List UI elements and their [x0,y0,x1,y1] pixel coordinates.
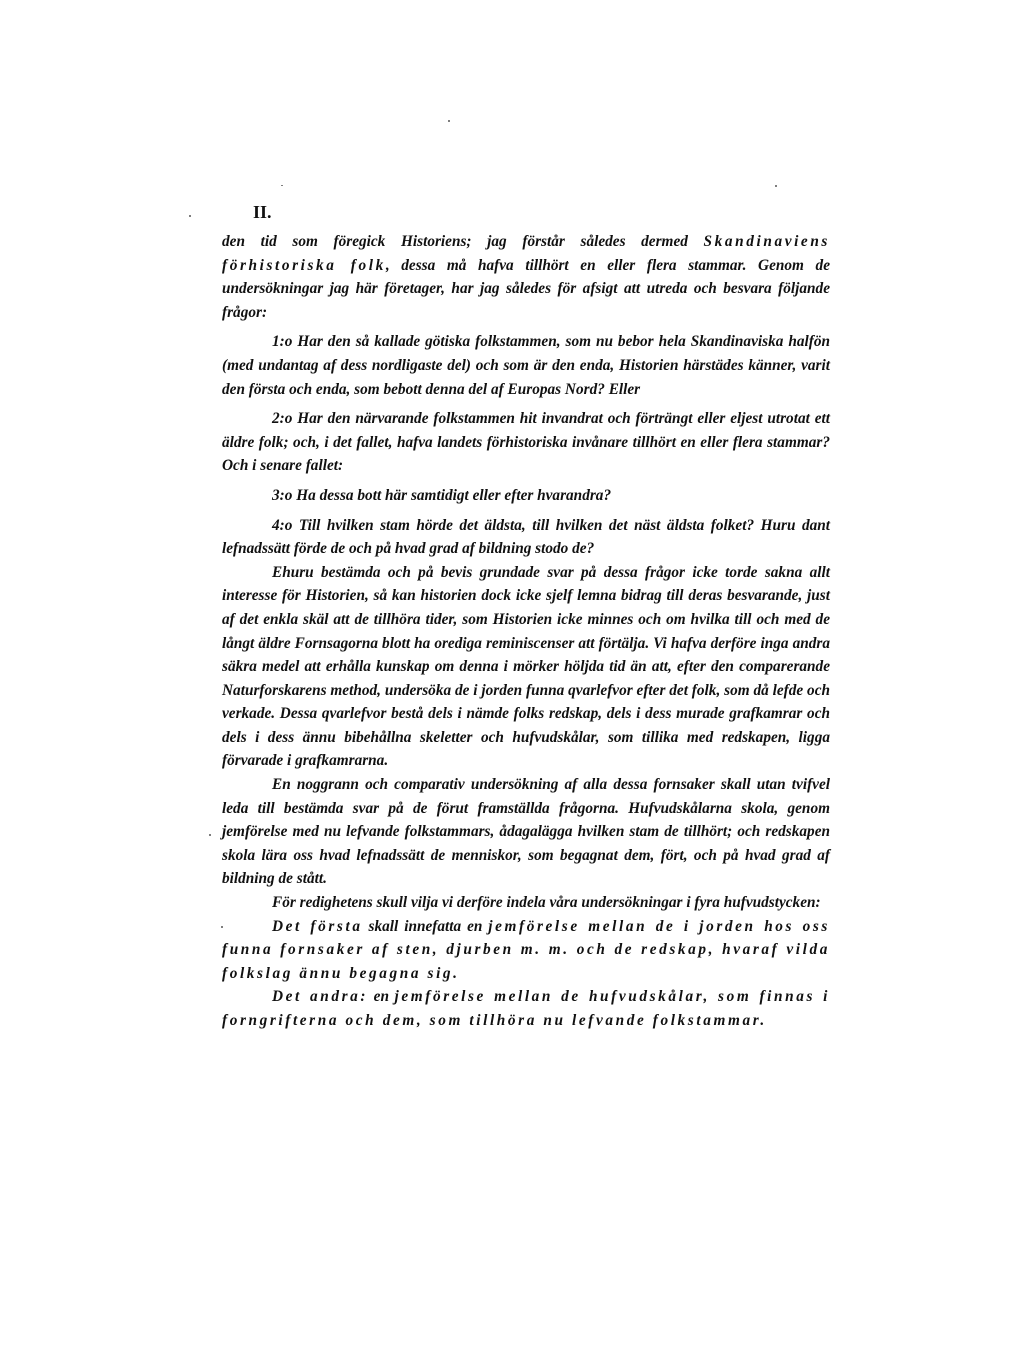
body-text [222,230,830,1039]
paragraph-intro [222,230,830,324]
spaced-text: Det första [272,917,363,935]
spaced-text: Skandinaviens förhistoriska folk [222,233,830,274]
section-first [222,915,830,986]
text-run: 3:o Ha dessa bott här samtidigt eller efter hvarandra? [272,486,612,504]
paragraph-redighet [222,891,830,915]
text-run: En noggrann och comparativ undersökning af alla dessa fornsaker skall utan tvifvel leda till bestämda svar på de förut framställda frågorna. Hufvudskålarna skola, genom jemförelse med nu lefvande folkstammars, ådagalägga hvilken stam de tillhört; och redskapen skola lära oss hvad lefnadssätt de menniskor, som begagnat dem, fört, och på hvad grad af bildning de stått. [222,776,830,888]
spaced-text: jemförelse mellan de i jorden hos oss funna fornsaker af sten, djurben m. m. och de redskap, hvaraf vilda folkslag ännu begagna sig. [222,917,830,982]
scan-speck [281,185,283,186]
scan-speck [448,120,450,122]
section-second [222,985,830,1032]
question-4 [222,514,830,561]
text-run: , dessa må hafva tillhört en eller flera stammar. Genom de undersökningar jag här företager, har jag således för afsigt att utreda och besvara följande frågor: [222,256,830,321]
paragraph-ehuru [222,561,830,773]
spaced-text: Det andra: [272,988,369,1006]
text-run: För redighetens skull vilja vi derföre indela våra undersökningar i fyra hufvudstycken: [272,894,821,912]
scan-speck [189,215,191,217]
question-1 [222,330,830,401]
text-run: 1:o Har den så kallade götiska folkstammen, som nu bebor hela Skandinaviska halfön (med undantag af dess nordligaste del) och som är den enda, Historien härstädes känner, varit den första och enda, som bebott denna del af Europas Nord? Eller [222,333,830,398]
scan-speck [221,926,223,928]
page-number: II. [253,202,272,222]
text-run: skall innefatta en [362,917,489,935]
text-run: 2:o Har den närvarande folkstammen hit invandrat och förträngt eller eljest utrotat ett äldre folk; och, i det fallet, hafva landets förhistoriska invånare tillhört en eller flera stammar? Och i senare fallet: [222,410,830,475]
spaced-text: jemförelse mellan de hufvudskålar, som finnas i forngrifterna och dem, som tillhöra nu lefvande folkstammar. [222,988,831,1029]
text-run: den tid som föregick Historiens; jag förstår således dermed [222,233,704,250]
scan-speck [775,185,777,187]
scan-speck [209,834,211,836]
question-3 [222,484,830,508]
paragraph-noggrann [222,773,830,891]
question-2 [222,407,830,478]
text-run: 4:o Till hvilken stam hörde det äldsta, till hvilken det näst äldsta folket? Huru dant lefnadssätt förde de och på hvad grad af bildning stodo de? [222,516,830,558]
text-run: en [368,988,395,1006]
text-run: Ehuru bestämda och på bevis grundade svar på dessa frågor icke torde sakna allt interesse för Historien, så kan historien dock icke sjelf lemna bidrag till deras besvarande, just af det enkla skäl att de tillhöra tider, som Historien icke minnes och om hvilka till och med de långt äldre Fornsagorna blott ha orediga reminiscenser att förtälja. Vi hafva derföre inga andra säkra medel att erhålla kunskap om denna i mörker höljda tid än att, efter den comparerande Naturforskarens method, undersöka de i jorden funna qvarlefvor efter det folk, som då lefde och verkade. Dessa qvarlefvor bestå dels i nämde folks redskap, dels i dess murade grafkamrar och dels i dess ännu bibehållna skeletter och hufvudskålar, som tillika med redskapen, ligga förvarade i grafkamrarna. [222,563,830,770]
